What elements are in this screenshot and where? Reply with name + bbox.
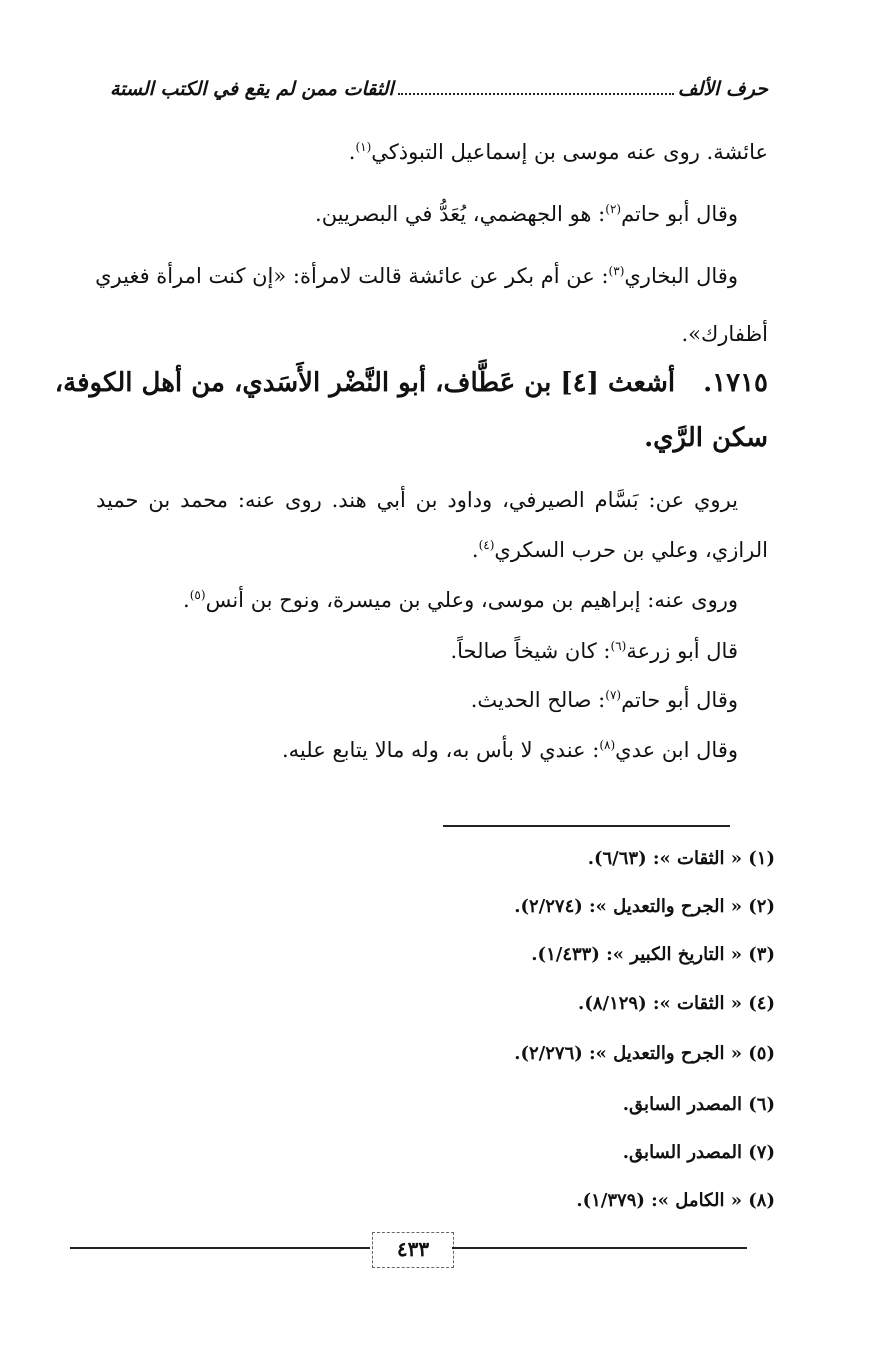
footnote-ref-4: (٤) (478, 538, 495, 552)
body-line-8-text: قال أبو زرعة (626, 639, 738, 663)
footnote-4: (٤) « الثقات »: (٨/١٢٩). (578, 993, 775, 1014)
body-line-10-end: : عندي لا بأس به، وله مالا يتابع عليه. (282, 738, 600, 762)
body-line-10 (282, 738, 738, 763)
body-line-7-end: . (183, 588, 190, 612)
body-line-5-text: يروي عن: بَسَّام الصيرفي، وداود بن أبي هند. روى عنه: محمد بن حميد (96, 488, 738, 512)
footnote-ref-2: (٢) (605, 202, 622, 216)
footnote-7: (٧) المصدر السابق. (622, 1142, 775, 1163)
body-line-9-end: : صالح الحديث. (470, 688, 606, 712)
body-line-2-text: وقال أبو حاتم (621, 202, 738, 226)
footnote-5: (٥) « الجرح والتعديل »: (٢/٢٧٦). (514, 1043, 775, 1064)
entry-heading-1715 (54, 368, 768, 399)
footnote-6: (٦) المصدر السابق. (622, 1094, 775, 1115)
footnote-ref-7: (٧) (605, 688, 622, 702)
footnote-2: (٢) « الجرح والتعديل »: (٢/٢٧٤). (514, 896, 775, 917)
body-line-1-end: . (348, 140, 356, 164)
footnote-ref-6: (٦) (610, 639, 627, 653)
body-line-3 (96, 264, 738, 289)
footnote-separator (443, 825, 730, 827)
entry-name-line-1: أشعث [٤] بن عَطَّاف، أبو النَّضْر الأَسَدي، من أهل الكوفة، (54, 368, 676, 398)
footnote-1: (١) « الثقات »: (٦/٦٣). (587, 848, 775, 869)
body-line-6 (472, 538, 768, 563)
footnote-ref-5: (٥) (189, 588, 206, 602)
body-line-1 (349, 140, 768, 165)
body-line-8 (450, 639, 738, 664)
bottom-rule-right (452, 1247, 747, 1249)
running-head-book-title: الثقات ممن لم يقع في الكتب الستة (110, 78, 394, 100)
body-line-6-end: . (471, 538, 479, 562)
body-line-3-end: : عن أم بكر عن عائشة قالت لامرأة: «إن كنت امرأة فغيري (95, 264, 609, 288)
body-line-6-text: الرازي، وعلي بن حرب السكري (494, 538, 768, 562)
body-line-4-text: أظفارك». (681, 322, 768, 346)
bottom-rule-left (70, 1247, 370, 1249)
entry-name-line-2: سكن الرَّي. (644, 423, 768, 453)
footnote-8: (٨) « الكامل »: (١/٣٧٩). (576, 1190, 775, 1211)
footnote-ref-3: (٣) (608, 264, 625, 278)
body-line-7-text: وروى عنه: إبراهيم بن موسى، وعلي بن ميسرة، ونوح بن أنس (205, 588, 738, 612)
footnote-ref-1: (١) (355, 140, 372, 154)
running-head-chapter: حرف الألف (677, 78, 768, 100)
body-line-7 (183, 588, 738, 613)
body-line-9 (471, 688, 738, 713)
body-line-5 (96, 488, 738, 513)
entry-number: ١٧١٥. (703, 368, 768, 398)
body-line-1-text: عائشة. روى عنه موسى بن إسماعيل التبوذكي (371, 140, 768, 164)
footnote-3: (٣) « التاريخ الكبير »: (١/٤٣٣). (531, 944, 775, 965)
body-line-9-text: وقال أبو حاتم (621, 688, 738, 712)
entry-heading-line-2 (644, 423, 768, 454)
body-line-2 (315, 202, 738, 227)
body-line-2-end: : هو الجهضمي، يُعَدُّ في البصريين. (315, 202, 606, 226)
body-line-4 (681, 322, 768, 347)
body-line-8-end: : كان شيخاً صالحاً. (450, 639, 611, 663)
body-line-3-text: وقال البخاري (624, 264, 738, 288)
running-head (110, 78, 768, 100)
page-number: ٤٣٣ (372, 1232, 454, 1268)
footnote-ref-8: (٨) (599, 738, 616, 752)
running-head-dots (398, 92, 674, 95)
body-line-10-text: وقال ابن عدي (615, 738, 738, 762)
